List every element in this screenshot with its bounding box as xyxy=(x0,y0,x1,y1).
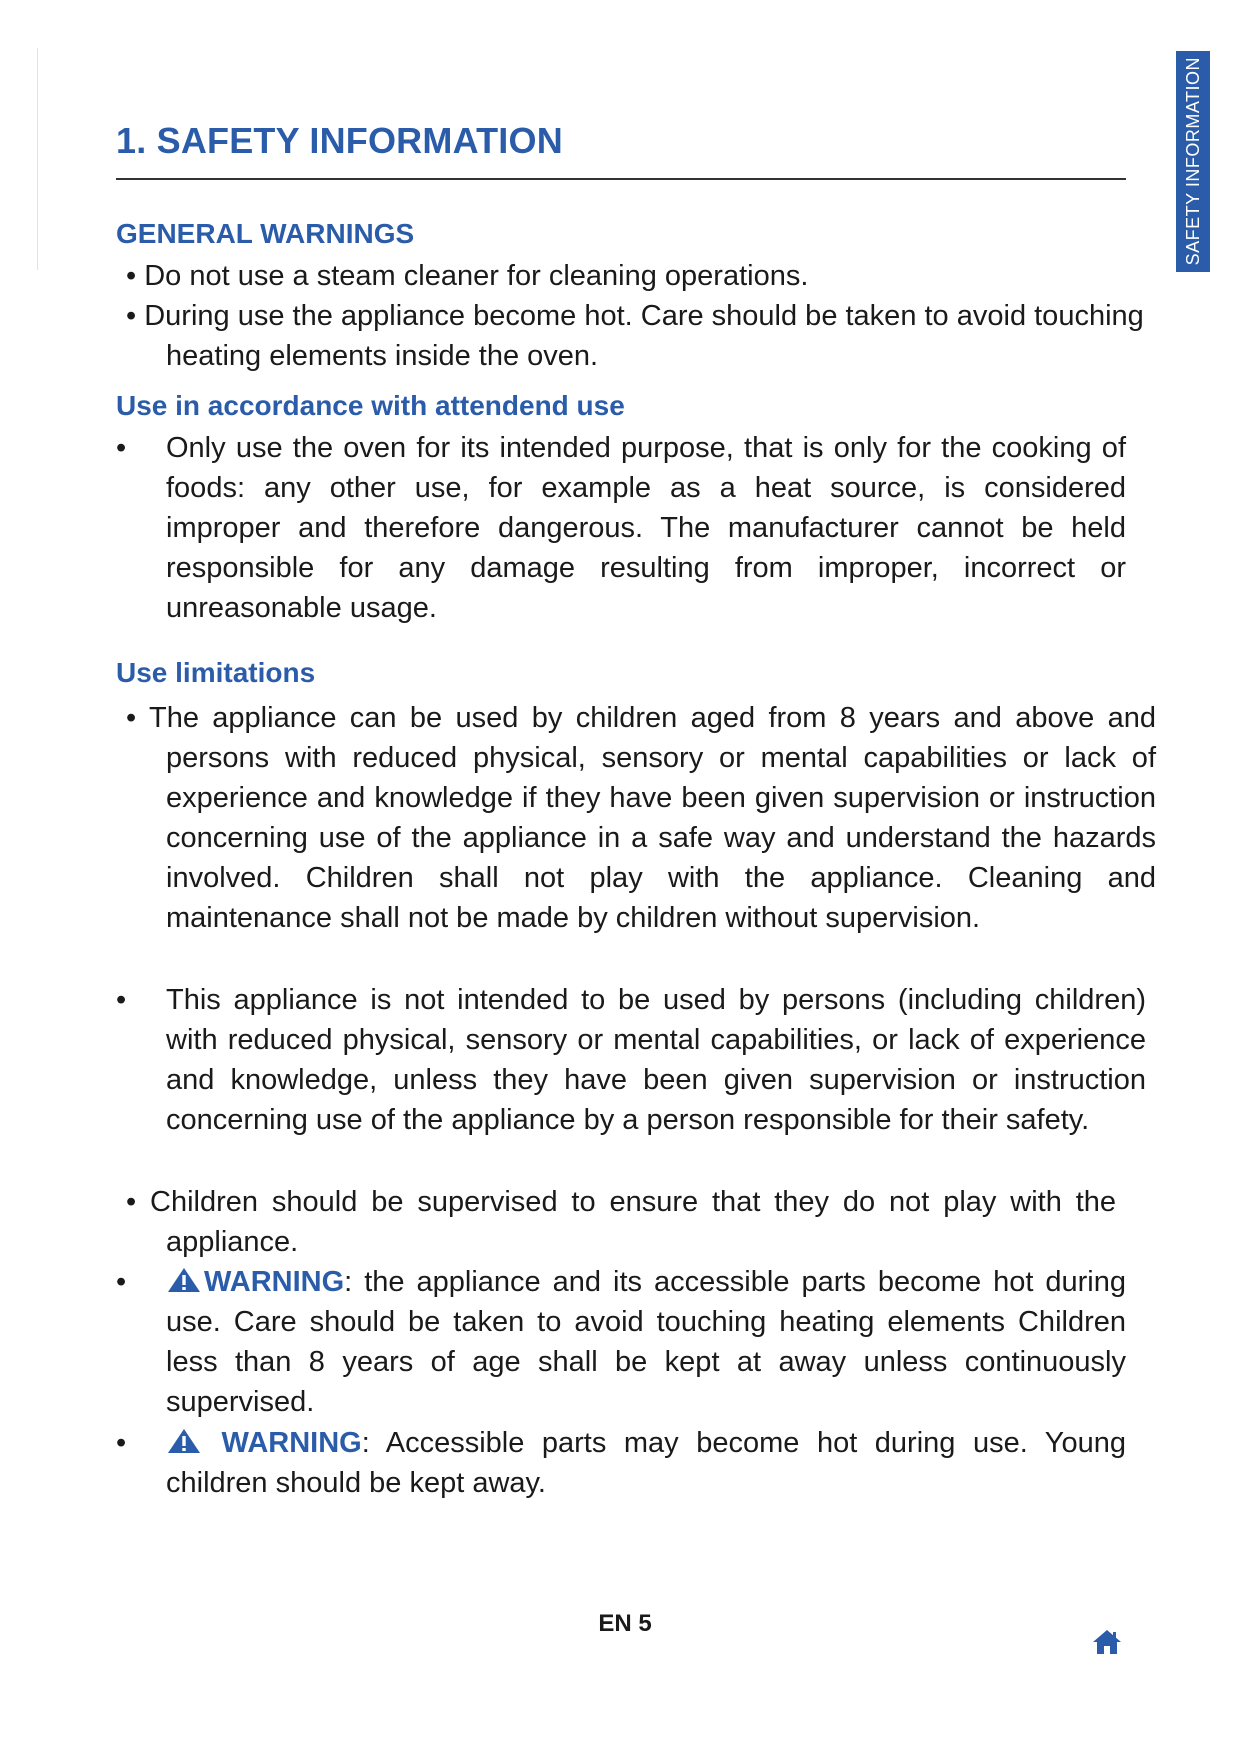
warning-icon xyxy=(166,1266,202,1294)
warning-icon xyxy=(166,1427,202,1455)
page-title: 1. SAFETY INFORMATION xyxy=(116,120,563,161)
bullet-icon: • xyxy=(116,984,127,1016)
page-number: EN 5 xyxy=(598,1610,652,1637)
home-icon[interactable] xyxy=(1091,1628,1123,1656)
warning-label: WARNING xyxy=(221,1427,362,1459)
list-item: • The appliance can be used by children aged from 8 years and above and persons with reduced physical, sensory or mental capabilities or lack of experience and knowledge if they have been given supervision or instruction concerning use of the appliance in a safe way and understand the hazards involved. Children shall not play with the appliance. Cleaning and maintenance shall not be made by children without supervision. xyxy=(126,702,1156,934)
list-item: • During use the appliance become hot. Care should be taken to avoid touching heating elements inside the oven. xyxy=(126,300,1144,372)
margin-rule xyxy=(37,48,38,270)
bullet-icon: • xyxy=(126,260,137,292)
title-divider xyxy=(116,178,1126,180)
list-item: • Only use the oven for its intended purpose, that is only for the cooking of foods: any other use, for example as a heat source, is considered improper and therefore dangerous. The manufacturer cannot be held responsible for any damage resulting from improper, incorrect or unreasonable usage. xyxy=(116,428,1126,628)
bullet-icon: • xyxy=(116,1427,127,1459)
warning-item: • WARNING: Accessible parts may become hot during use. Young children should be kept away. xyxy=(116,1423,1126,1503)
section-heading-intended-use: Use in accordance with attendend use xyxy=(116,390,625,421)
side-section-tab-label: SAFETY INFORMATION xyxy=(1182,57,1203,266)
bullet-icon: • xyxy=(116,432,127,464)
bullet-icon: • xyxy=(126,1186,137,1218)
warning-label: WARNING xyxy=(204,1266,345,1298)
list-item: • This appliance is not intended to be used by persons (including children) with reduced physical, sensory or mental capabilities, or lack of experience and knowledge, unless they have been given supervision or instruction concerning use of the appliance by a person responsible for their safety. xyxy=(116,980,1146,1140)
list-item: • Children should be supervised to ensure that they do not play with the appliance. xyxy=(126,1186,1117,1258)
warning-item: • WARNING: the appliance and its accessible parts become hot during use. Care should be taken to avoid touching heating elements Children less than 8 years of age shall be kept at away unless continuously supervised. xyxy=(116,1262,1126,1422)
bullet-icon: • xyxy=(126,300,137,332)
bullet-icon: • xyxy=(116,1266,127,1298)
side-section-tab[interactable] xyxy=(1176,51,1210,272)
bullet-icon: • xyxy=(126,702,137,734)
section-heading-use-limitations: Use limitations xyxy=(116,657,316,688)
list-item: • Do not use a steam cleaner for cleaning operations. xyxy=(126,260,809,292)
section-heading-general-warnings: GENERAL WARNINGS xyxy=(116,218,415,249)
